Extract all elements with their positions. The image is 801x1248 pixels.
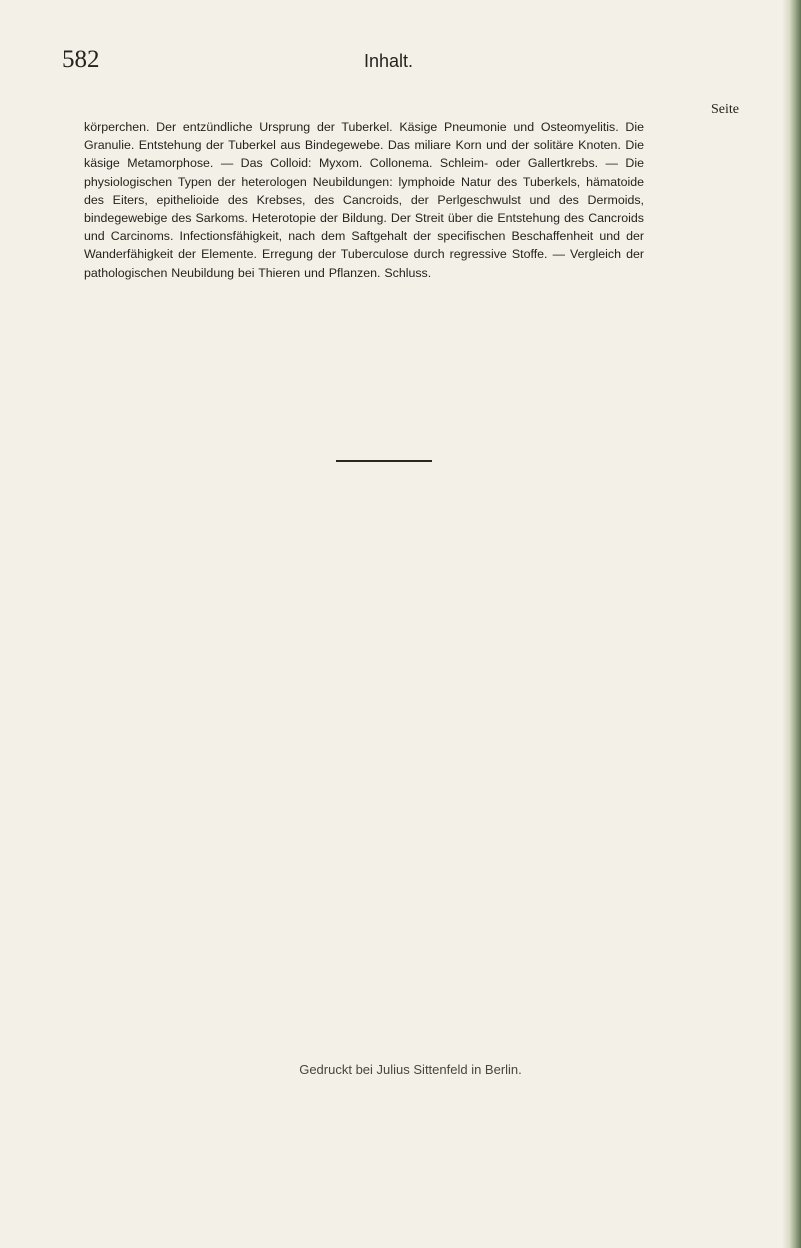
section-end-rule [336,460,432,462]
page-number: 582 [62,46,100,73]
page-edge-shadow [783,0,801,1248]
table-of-contents-paragraph: körperchen. Der entzündliche Ursprung der Tuberkel. Käsige Pneumonie und Osteomyelitis. Die Granulie. Entstehung der Tuberkel aus Bindegewebe. Das miliare Korn und der solitäre Knoten. Die käsige Metamorphose. — Das Colloid: Myxom. Collonema. Schleim- oder Gallertkrebs. — Die physiologischen Typen der heterologen Neubildungen: lymphoide Natur des Tuberkels, hämatoide des Eiters, epithelioide des Krebses, des Cancroids, der Perlgeschwulst und des Dermoids, bindegewebige des Sarkoms. Heterotopie der Bildung. Der Streit über die Entstehung des Cancroids und Carcinoms. Infectionsfähigkeit, nach dem Saftgehalt der specifischen Beschaffenheit und der Wanderfähigkeit der Elemente. Erregung der Tuberculose durch regressive Stoffe. — Vergleich der pathologischen Neubildung bei Thieren und Pflanzen. Schluss. [84,120,644,280]
printer-imprint: Gedruckt bei Julius Sittenfeld in Berlin. [299,1062,522,1077]
running-head-title: Inhalt. [364,51,414,71]
seite-column-label: Seite [711,102,739,117]
